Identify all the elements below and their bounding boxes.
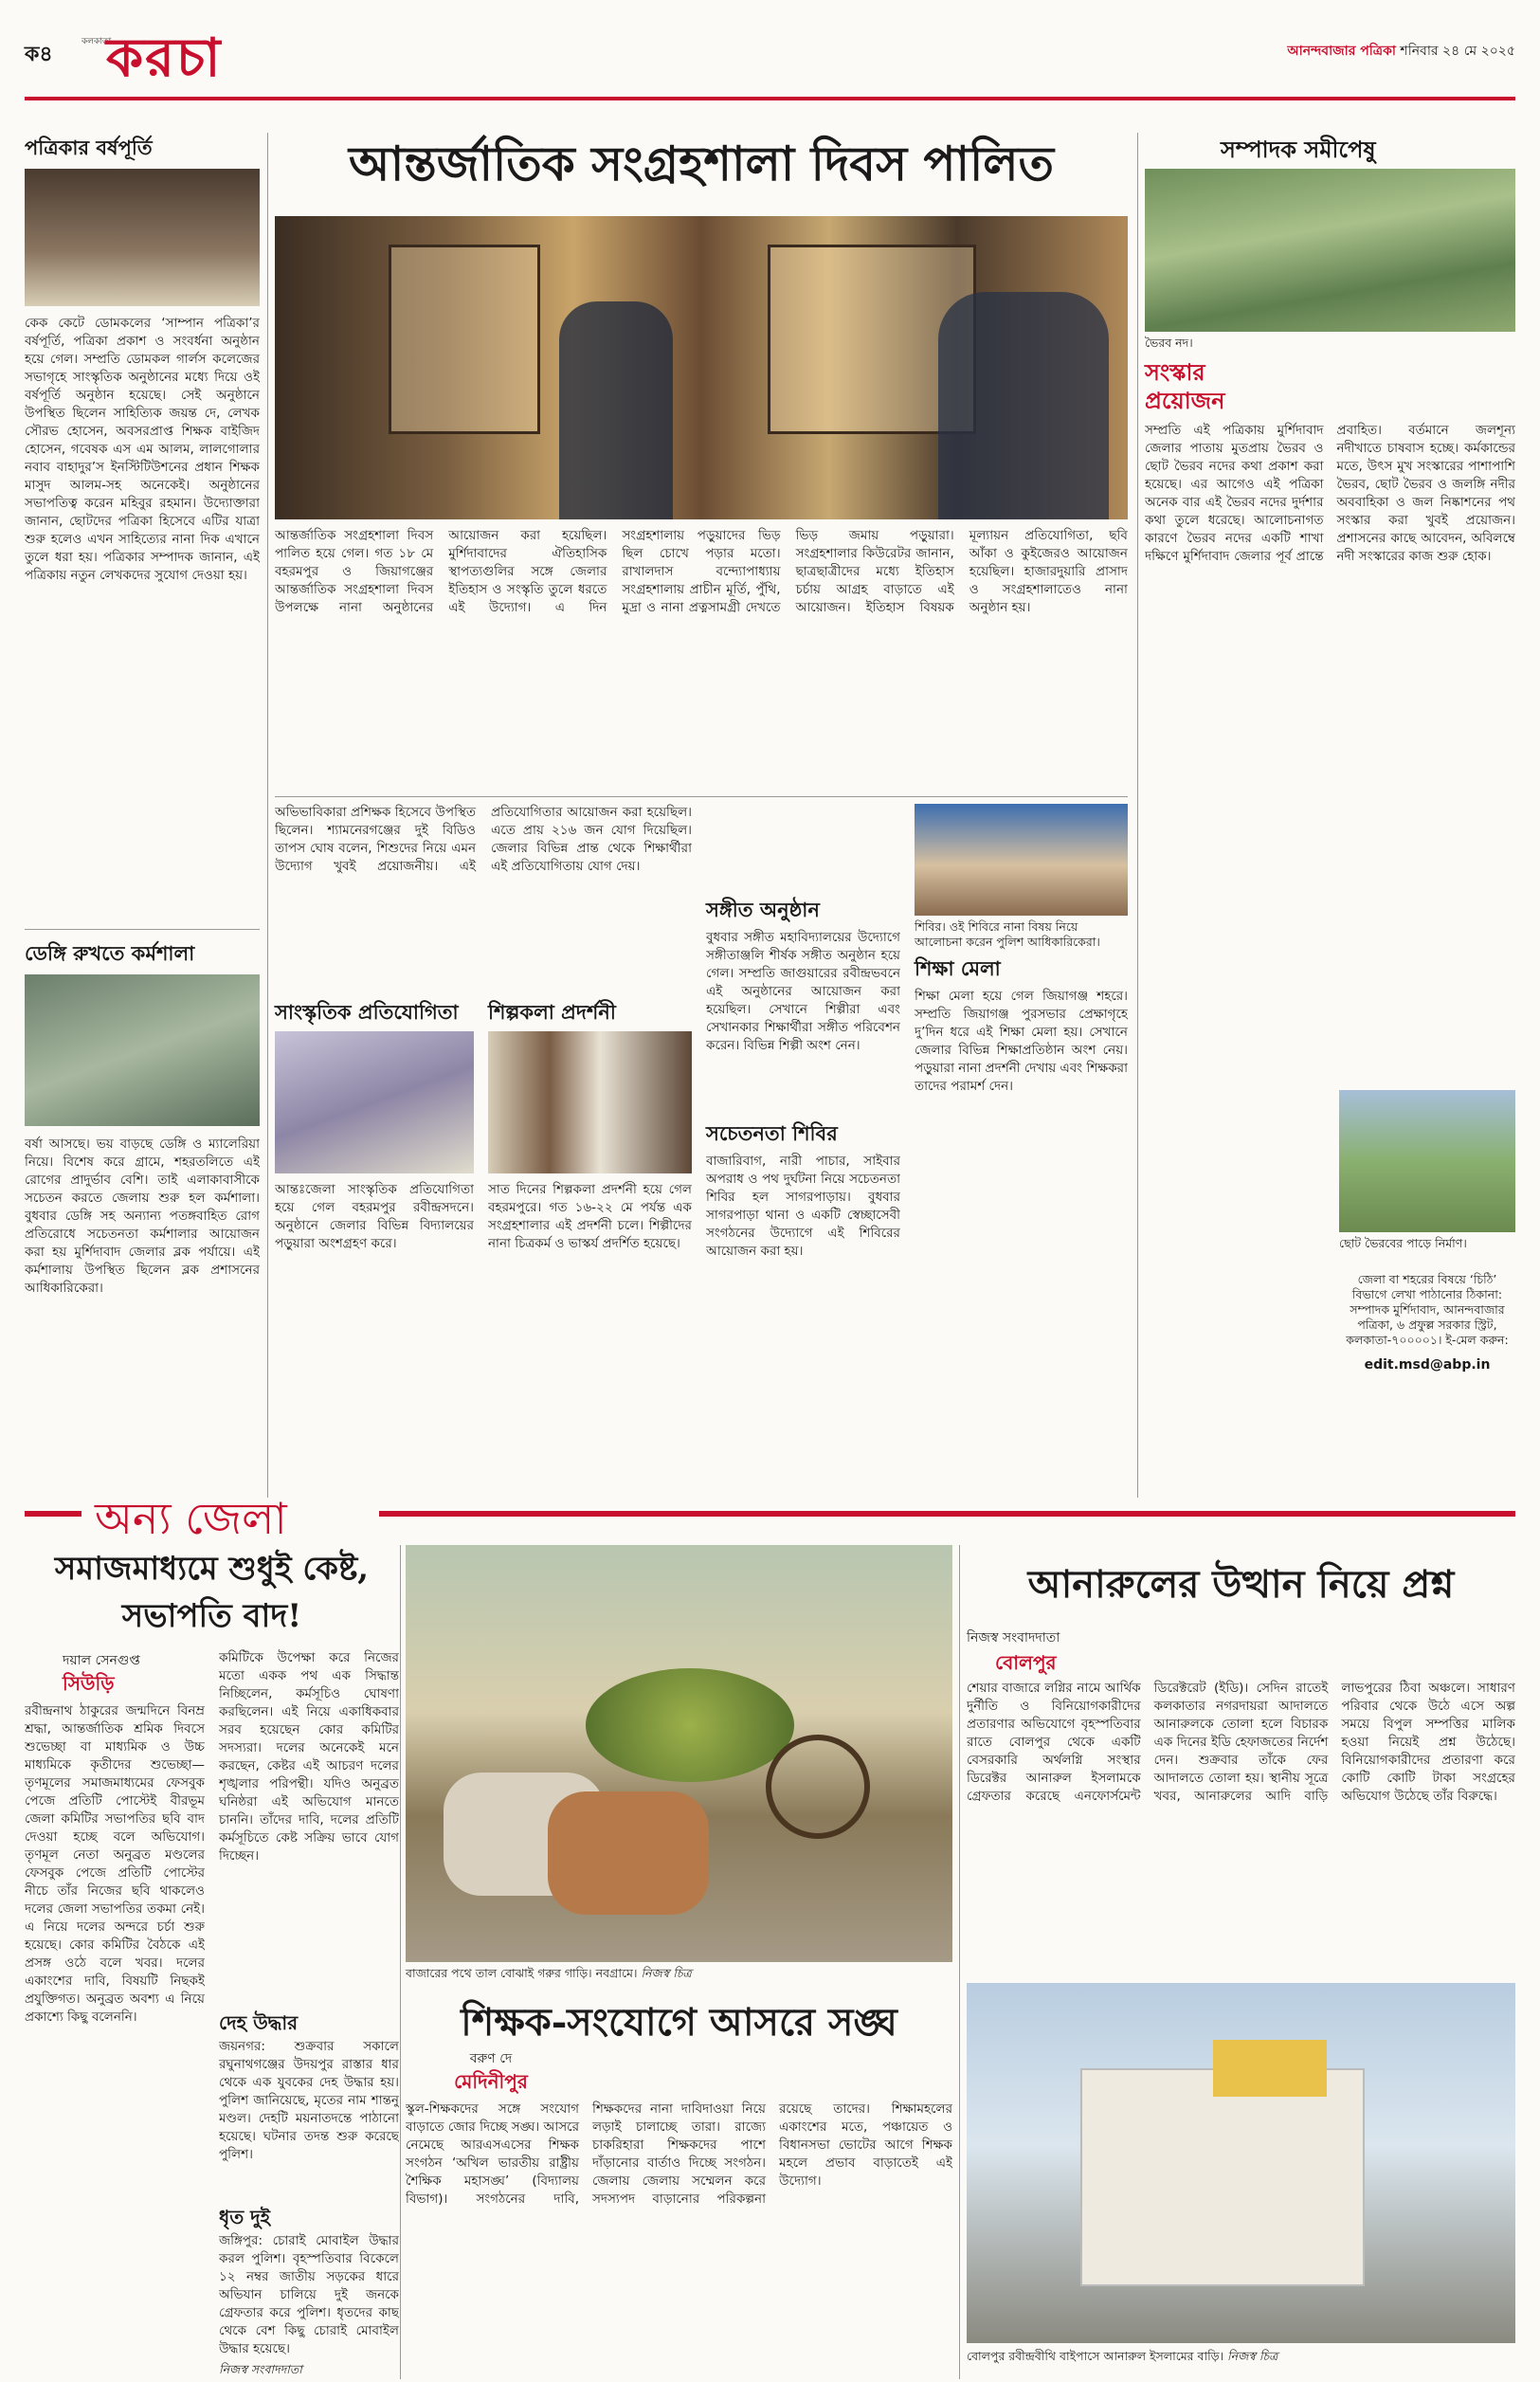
anniversary-text: কেক কেটে ডোমকলের ‘সাম্পান পত্রিকা’র বর্ষপূর্তি, পত্রিকা প্রকাশ ও সংবর্ধনা অনুষ্ঠান হয়ে গেল। সম্প্রতি ডোমকল গার্লস কলেজের সভাগৃহে সাংস্কৃতিক অনুষ্ঠানের মধ্যে দিয়ে ওই বর্ষপূর্তি অনুষ্ঠান হয়েছে। সেই অনুষ্ঠানে উপস্থিত ছিলেন সাহিত্যিক জয়ন্ত দে, লেখক সৌরভ হোসেন, অবসরপ্রাপ্ত শিক্ষক বাইজিদ হোসেন, গবেষক এস এম আলম, লালগোলার নবাব বাহাদুর’স ইনস্টিটিউশনের প্রধান শিক্ষক মাসুদ আলম-সহ অনেকেই। অনুষ্ঠানের সভাপতিত্ব করেন মহিবুর রহমান। উদ্যোক্তারা জানান, ছোটদের পত্রিকা হিসেবে এটির যাত্রা শুরু হলেও এখন সাহিত্যের নানা দিক এখানে তুলে ধরা হয়। পত্রিকার সম্পাদক জানান, এই পত্রিকায় নতুন লেখকদের সুযোগ দেওয়া হয়।	[25, 316, 260, 583]
letters-email[interactable]: edit.msd@abp.in	[1364, 1357, 1491, 1373]
story1-headline: সমাজমাধ্যমে শুধুই কেষ্ট, সভাপতি বাদ!	[54, 1550, 370, 1635]
editor-subtitle: সংস্কার প্রয়োজন	[1145, 359, 1225, 414]
story1-sub2-title: ধৃত দুই	[219, 2206, 271, 2228]
story1-text: রবীন্দ্রনাথ ঠাকুরের জন্মদিনে বিনম্র শ্রদ্ধা, আন্তর্জাতিক শ্রমিক দিবসে শুভেচ্ছা বা মাধ্যমিক ও উচ্চ মাধ্যমিকে কৃতীদের শুভেচ্ছা— তৃণমূলের সমাজমাধ্যমের ফেসবুক পেজে প্রতিটি পোস্টেই বীরভূম জেলা কমিটির সভাপতির ছবি বাদ দেওয়া হচ্ছে বলে অভিযোগ। তৃণমূল নেতা অনুব্রত মণ্ডলের ফেসবুক পেজে প্রতিটি পোস্টের নীচে তাঁর নিজের ছবি থাকলেও দলের জেলা সভাপতির তকমা নেই। এ নিয়ে দলের অন্দরে চর্চা শুরু হয়েছে। কোর কমিটির বৈঠকে এই প্রসঙ্গ ওঠে বলে খবর। দলের একাংশের দাবি, বিষয়টি নিছকই প্রযুক্তিগত। অনুব্রত অবশ্য এ নিয়ে প্রকাশ্যে কিছু বলেননি।	[25, 1703, 205, 2025]
dengue-text: বর্ষা আসছে। ভয় বাড়ছে ডেঙ্গি ও ম্যালেরিয়া নিয়ে। বিশেষ করে গ্রামে, শহরতলিতে এই রোগের প্রাদুর্ভাব বেশি। তাই এলাকাবাসীকে সচেতন করতে জেলায় শুরু হল কর্মশালা। বুধবার ডেঙ্গি সহ অন্যান্য পতঙ্গবাহিত রোগ প্রতিরোধে সচেতনতা কর্মশালার আয়োজন করা হয় মুর্শিদাবাদ জেলার ব্লক পর্যায়ে। এই কর্মশালায় উপস্থিত ছিলেন ব্লক প্রশাসনের আধিকারিকেরা।	[25, 1136, 260, 1296]
building	[1080, 2068, 1365, 2286]
story2-text: স্কুল-শিক্ষকদের সঙ্গে সংযোগ বাড়াতে জোর দিচ্ছে সঙ্ঘ। আসরে নেমেছে আরএসএসের শিক্ষক সংগঠন ‘অখিল ভারতীয় রাষ্ট্রীয় শৈক্ষিক মহাসঙ্ঘ’ (বিদ্যালয় বিভাগ)। সংগঠনের দাবি, শিক্ষকদের নানা দাবিদাওয়া নিয়ে লড়াই চালাচ্ছে তারা। রাজ্যে চাকরিহারা শিক্ষকদের পাশে দাঁড়ানোর বার্তাও দিচ্ছে সংগঠন। জেলায় জেলায় সম্মেলন করে সদস্যপদ বাড়ানোর পরিকল্পনা রয়েছে তাদের। শিক্ষামহলের একাংশের মতে, পঞ্চায়েত ও বিধানসভা ভোটের আগে শিক্ষক মহলে প্রভাব বাড়াতেই এই উদ্যোগ।	[406, 2101, 952, 2207]
culture-title: সাংস্কৃতিক প্রতিযোগিতা	[275, 1001, 459, 1024]
museum-article-body: আন্তর্জাতিক সংগ্রহশালা দিবস পালিত হয়ে গেল। গত ১৮ মে বহরমপুর ও জিয়াগঞ্জের আন্তর্জাতিক সংগ্রহশালা দিবস উপলক্ষে নানা অনুষ্ঠানের আয়োজন করা হয়েছিল। মুর্শিদাবাদের ঐতিহাসিক স্থাপত্যগুলির সঙ্গে জেলার ইতিহাস ও সংস্কৃতি তুলে ধরতে এই উদ্যোগ। এ দিন সংগ্রহশালায় পড়ুয়াদের ভিড় ছিল চোখে পড়ার মতো। রাখালদাস বন্দ্যোপাধ্যায় সংগ্রহশালায় প্রাচীন মূর্তি, পুঁথি, মুদ্রা ও নানা প্রত্নসামগ্রী দেখতে ভিড় জমায় পড়ুয়ারা। সংগ্রহশালার কিউরেটর জানান, ছাত্রছাত্রীদের মধ্যে ইতিহাস চর্চায় আগ্রহ বাড়াতে এই আয়োজন। ইতিহাস বিষয়ক মূল্যায়ন প্রতিযোগিতা, ছবি আঁকা ও কুইজেরও আয়োজন হয়েছিল। হাজারদুয়ারি প্রাসাদ ও সংগ্রহশালাতেও নানা অনুষ্ঠান হয়।	[275, 528, 1128, 615]
story2-caption-credit: নিজস্ব চিত্র	[641, 1966, 692, 1980]
fair-text: শিক্ষা মেলা হয়ে গেল জিয়াগঞ্জ শহরে। সম্প্রতি জিয়াগঞ্জ পুরসভার প্রেক্ষাগৃহে দু’দিন ধরে এই শিক্ষা মেলা হয়। সেখানে জেলার বিভিন্ন শিক্ষাপ্রতিষ্ঠান অংশ নেয়। পড়ুয়ারা নানা প্রদর্শনী দেখায় এবং শিক্ষকরা তাদের পরামর্শ দেন।	[915, 989, 1128, 1094]
art-text: সাত দিনের শিল্পকলা প্রদর্শনী হয়ে গেল বহরমপুরে। গত ১৬-২২ মে পর্যন্ত এক সংগ্রহশালার এই প্রদর্শনী চলে। শিল্পীদের নানা চিত্রকর্ম ও ভাস্কর্য প্রদর্শিত হয়েছে।	[488, 1182, 692, 1251]
story3-caption	[967, 2349, 1515, 2364]
section-small-label: কলকাতা	[82, 37, 112, 46]
anniversary-photo	[25, 169, 260, 306]
story3-text: শেয়ার বাজারে লগ্নির নামে আর্থিক দুর্নীতি ও বিনিয়োগকারীদের প্রতারণার অভিযোগে বৃহস্পতিবার রাতে বোলপুর থেকে একটি বেসরকারি অর্থলগ্নি সংস্থার ডিরেক্টর আনারুল ইসলামকে গ্রেফতার করেছে এনফোর্সমেন্ট ডিরেক্টরেট (ইডি)। সেদিন রাতেই কলকাতার নগরদায়রা আদালতে আনারুলকে তোলা হলে বিচারক এক দিনের ইডি হেফাজতের নির্দেশ দেন। শুক্রবার তাঁকে ফের আদালতে তোলা হয়। স্থানীয় সূত্রে খবর, আনারুলের আদি বাড়ি লাভপুরের ঠিবা অঞ্চলে। সাধারণ পরিবার থেকে উঠে এসে অল্প সময়ে বিপুল সম্পত্তির মালিক হওয়া নিয়েই প্রশ্ন উঠেছে। বিনিয়োগকারীদের প্রতারণা করে কোটি কোটি টাকা সংগ্রহের অভিযোগ উঠেছে তাঁর বিরুদ্ধে।	[967, 1681, 1515, 1804]
anniversary-title: পত্রিকার বর্ষপূর্তি	[25, 136, 153, 159]
banner-rule-right	[379, 1511, 1515, 1517]
story3-byline: নিজস্ব সংবাদদাতা	[967, 1630, 1060, 1646]
music-text: বুধবার সঙ্গীত মহাবিদ্যালয়ের উদ্যোগে সঙ্গীতাঞ্জলি শীর্ষক সঙ্গীত অনুষ্ঠান হয়ে গেল। সম্প্রতি জাগুয়ারের রবীন্দ্রভবনে এই অনুষ্ঠানের আয়োজন করা হয়েছিল। সেখানে শিল্পীরা এবং সেখানকার শিক্ষার্থীরা সঙ্গীত পরিবেশন করেন। বিভিন্ন শিল্পী অংশ নেন।	[706, 930, 900, 1053]
fair-photo	[915, 804, 1128, 916]
story3-dateline: বোলপুর	[995, 1651, 1057, 1674]
awareness-title: সচেতনতা শিবির	[706, 1122, 838, 1145]
story2-caption-text: বাজারের পথে তাল বোঝাই গরুর গাড়ি। নবগ্রামে।	[406, 1966, 638, 1980]
column-rule	[1137, 133, 1138, 1498]
page-headline: আন্তর্জাতিক সংগ্রহশালা দিবস পালিত	[348, 136, 1055, 191]
cart-load	[586, 1668, 794, 1782]
editor-title: সম্পাদক সমীপেষু	[1221, 136, 1376, 163]
story1-credit: নিজস্ব সংবাদদাতা	[219, 2362, 302, 2376]
river-caption: ভৈরব নদ।	[1145, 336, 1193, 350]
issue-date: শনিবার ২৪ মে ২০২৫	[1400, 44, 1515, 59]
story2-dateline: মেদিনীপুর	[454, 2070, 528, 2093]
display-case-left	[389, 245, 540, 434]
section-title: করচা	[106, 27, 223, 89]
bullock-cart-photo	[406, 1545, 952, 1962]
dengue-photo	[25, 974, 260, 1126]
bullock-back	[548, 1791, 709, 1915]
dengue-title: ডেঙ্গি রুখতে কর্মশালা	[25, 942, 195, 965]
letters-address: জেলা বা শহরের বিষয়ে ‘চিঠি’ বিভাগে লেখা পাঠানোর ঠিকানা: সম্পাদক মুর্শিদাবাদ, আনন্দবাজার পত্রিকা, ৬ প্রফুল্ল সরকার স্ট্রিট, কলকাতা-৭০০০০১। ই-মেল করুন:	[1346, 1272, 1509, 1347]
column-rule	[959, 1545, 960, 2379]
museum-photo	[275, 216, 1128, 519]
story3-caption-credit: নিজস্ব চিত্র	[1227, 2349, 1278, 2363]
story1	[25, 1545, 399, 2379]
music-title: সঙ্গীত অনুষ্ঠান	[706, 899, 820, 921]
art-title: শিল্পকলা প্রদর্শনী	[488, 1001, 616, 1024]
story1-sub1-title: দেহ উদ্ধার	[219, 2011, 299, 2034]
editor-letter-text: সম্প্রতি এই পত্রিকায় মুর্শিদাবাদ জেলার পাতায় মুতপ্রায় ভৈরব ও ছোট ভৈরব নদের কথা প্রকাশ করা হয়েছে। এর আগেও এই পত্রিকা অনেক বার এই ভৈরব নদের দুর্দশার কথা তুলে ধরেছে। আলোচনাগত কারণে ভৈরব নদের একটি শাখা দক্ষিণে মুর্শিদাবাদ জেলার পূর্ব প্রান্তে প্রবাহিত। বর্তমানে জলশূন্য নদীখাতে চাষবাস হচ্ছে। কর্মকান্ডের মতে, উৎস মুখ সংস্কারের পাশাপাশি ভৈরব, ছোট ভৈরব ও জলঙ্গি নদীর অববাহিকা ও জল নিষ্কাশনের পথ সংস্কার করা খুবই প্রয়োজন। প্রশাসনের কাছে আবেদন, অবিলম্বে নদী সংস্কারের কাজ শুরু হোক।	[1145, 423, 1515, 564]
riverbank-photo	[1339, 1090, 1515, 1232]
story1-dateline: সিউড়ি	[63, 1672, 115, 1695]
page-number: ক৪	[25, 43, 53, 66]
editor-column	[1145, 133, 1515, 1498]
story1-text-continued: কমিটিকে উপেক্ষা করে নিজের মতো একক পথ এক সিদ্ধান্ত নিচ্ছিলেন, কর্মসূচিও ঘোষণা করছিলেন। এই নিয়ে একাধিকবার সরব হয়েছেন কোর কমিটির সদস্যরা। দলের অনেকেই মনে করছেন, কেষ্টর এই আচরণ দলের শৃঙ্খলার পরিপন্থী। যদিও অনুব্রত ঘনিষ্ঠরা এই অভিযোগ মানতে চাননি। তাঁদের দাবি, দলের প্রতিটি কর্মসূচিতে কেষ্ট সক্রিয় ভাবে যোগ দিচ্ছেন।	[219, 1650, 399, 1864]
other-district-banner: অন্য জেলা	[95, 1493, 287, 1544]
masthead	[25, 17, 1515, 95]
fair-title: শিক্ষা মেলা	[915, 957, 1001, 980]
story3-headline: আনারুলের উত্থান নিয়ে প্রশ্ন	[1027, 1562, 1455, 1607]
awareness-text: বাজারিবাগ, নারী পাচার, সাইবার অপরাধ ও পথ দুর্ঘটনা নিয়ে সচেতনতা শিবির হল সাগরপাড়ায়। বুধবার সাগরপাড়া থানা ও একটি স্বেচ্ছাসেবী সংগঠনের উদ্যোগে এই শিবিরের আয়োজন করা হয়।	[706, 1154, 900, 1259]
museum-article	[275, 527, 1128, 792]
banner-rule-left	[25, 1511, 82, 1517]
masthead-rule	[25, 97, 1515, 100]
riverbank-caption: ছোট ভৈরবের পাড়ে নির্মাণ।	[1339, 1236, 1467, 1250]
museum-continued: অভিভাবিকারা প্রশিক্ষক হিসেবে উপস্থিত ছিলেন। শ্যামনেরগঞ্জের দুই বিডিও তাপস ঘোষ বলেন, শিশুদের নিয়ে এমন উদ্যোগ খুবই প্রয়োজনীয়। এই প্রতিযোগিতার আয়োজন করা হয়েছিল। এতে প্রায় ২১৬ জন যোগ দিয়েছিল। জেলার বিভিন্ন প্রান্ত থেকে শিক্ষার্থীরা এই প্রতিযোগিতায় যোগ দেয়।	[275, 805, 692, 874]
story3-caption-text: বোলপুর রবীন্দ্রবীথি বাইপাসে আনারুল ইসলামের বাড়ি।	[967, 2349, 1224, 2363]
left-column	[25, 133, 260, 1498]
column-rule	[267, 133, 268, 1498]
story1-sub1-text: জয়নগর: শুক্রবার সকালে রঘুনাথগঞ্জের উদয়পুর রাস্তার ধার থেকে এক যুবকের দেহ উদ্ধার হয়। পুলিশ জানিয়েছে, মৃতের নাম শান্তনু মণ্ডল। দেহটি ময়নাতদন্তে পাঠানো হয়েছে। ঘটনার তদন্ত শুরু করেছে পুলিশ।	[219, 2039, 399, 2162]
cart-wheel	[766, 1735, 870, 1839]
art-photo	[488, 1031, 692, 1173]
story2-caption	[406, 1966, 952, 1981]
story1-sub2-text: জঙ্গিপুর: চোরাই মোবাইল উদ্ধার করল পুলিশ। বৃহস্পতিবার বিকেলে ১২ নম্বর জাতীয় সড়কের ধারে অভিযান চালিয়ে দুই জনকে গ্রেফতার করে পুলিশ। ধৃতদের কাছ থেকে বেশ কিছু চোরাই মোবাইল উদ্ধার হয়েছে।	[219, 2233, 399, 2356]
culture-photo	[275, 1031, 474, 1173]
culture-text: আন্তঃজেলা সাংস্কৃতিক প্রতিযোগিতা হয়ে গেল বহরমপুর রবীন্দ্রসদনে। অনুষ্ঠানে জেলার বিভিন্ন বিদ্যালয়ের পড়ুয়ারা অংশগ্রহণ করে।	[275, 1182, 474, 1251]
visitors-group	[559, 301, 673, 519]
divider	[25, 929, 260, 930]
building-wing	[1213, 2040, 1327, 2097]
house-photo	[967, 1983, 1515, 2343]
paper-dateline	[1287, 40, 1515, 63]
paper-name: আনন্দবাজার পত্রিকা	[1287, 44, 1396, 59]
fair-caption: শিবির। ওই শিবিরে নানা বিষয় নিয়ে আলোচনা করেন পুলিশ আধিকারিকেরা।	[915, 919, 1100, 949]
river-photo	[1145, 169, 1515, 332]
column-rule	[400, 1545, 401, 2379]
visitors-group-right	[938, 292, 1109, 519]
story2-byline: বরুণ দে	[469, 2051, 513, 2066]
story1-byline: দয়াল সেনগুপ্ত	[63, 1653, 140, 1668]
divider	[275, 796, 1128, 797]
story2-headline: শিক্ষক-সংযোগে আসরে সঙ্ঘ	[461, 2000, 897, 2045]
